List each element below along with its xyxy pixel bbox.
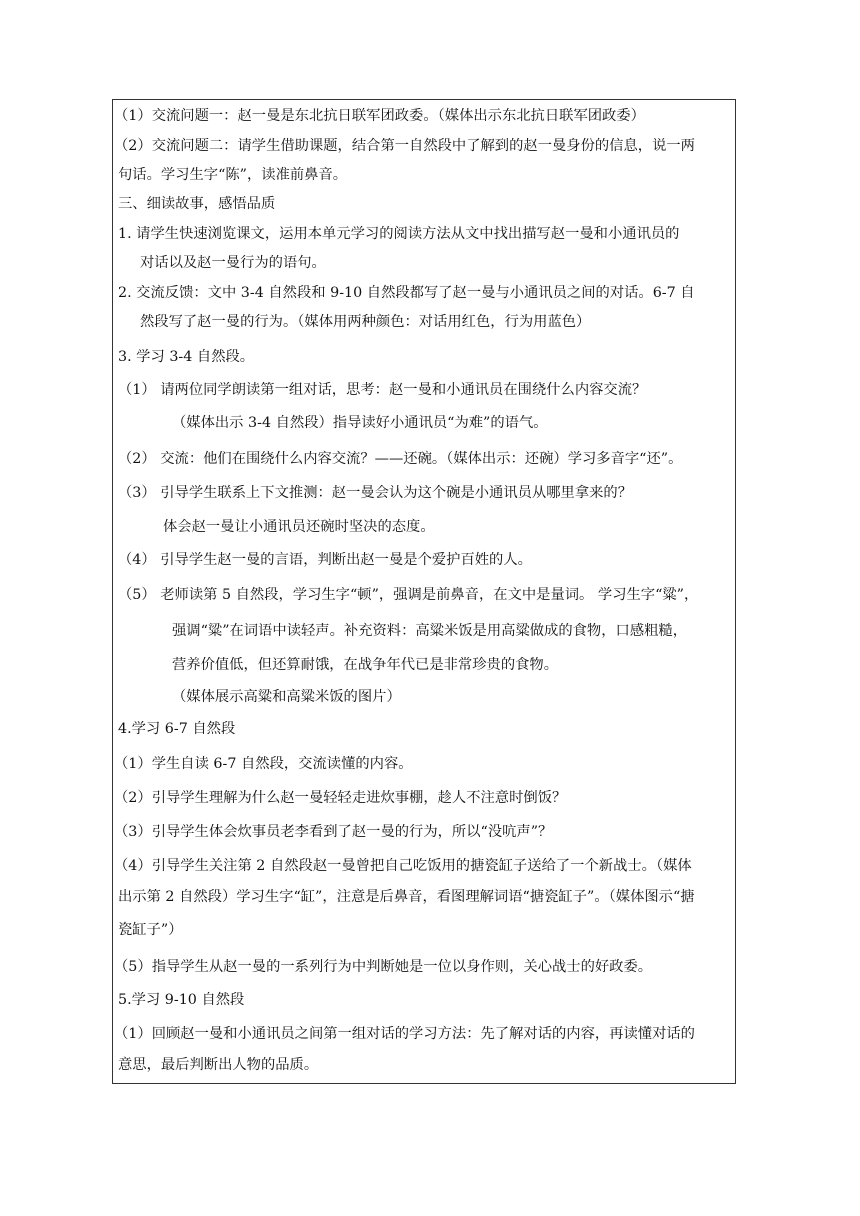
text-line: （媒体出示 3-4 自然段）指导读好小通讯员“为难”的语气。 [172,415,548,431]
text-line: （5）指导学生从赵一曼的一系列行为中判断她是一位以身作则，关心战士的好政委。 [114,959,653,975]
text-line: （1） 请两位同学朗读第一组对话，思考：赵一曼和小通讯员在围绕什么内容交流？ [118,382,647,398]
section-heading: 4.学习 6-7 自然段 [118,721,236,737]
text-line: （5） 老师读第 5 自然段，学习生字“顿”，强调是前鼻音，在文中是量词。 学习生字“粱”， [118,587,699,603]
text-line: （1）回顾赵一曼和小通讯员之间第一组对话的学习方法：先了解对话的内容，再读懂对话的 [114,1026,695,1042]
section-heading: 5.学习 9-10 自然段 [118,992,245,1008]
text-line: （3）引导学生体会炊事员老李看到了赵一曼的行为，所以“没吭声”？ [114,824,553,840]
text-line: 出示第 2 自然段）学习生字“缸”，注意是后鼻音，看图理解词语“搪瓷缸子”。（媒体图示“搪 [118,889,695,905]
text-line: 意思，最后判断出人物的品质。 [118,1057,319,1073]
text-line: 体会赵一曼让小通讯员还碗时坚决的态度。 [163,519,435,535]
text-line: 句话。学习生字“陈”，读准前鼻音。 [118,167,348,183]
text-line: （4）引导学生关注第 2 自然段赵一曼曾把自己吃饭用的搪瓷缸子送给了一个新战士。（媒体 [114,858,692,874]
text-line: （1）学生自读 6-7 自然段，交流读懂的内容。 [114,756,413,772]
text-line: 3. 学习 3-4 自然段。 [118,349,255,365]
text-line: 然段写了赵一曼的行为。（媒体用两种颜色：对话用红色，行为用蓝色） [140,314,591,330]
text-line: 1. 请学生快速浏览课文，运用本单元学习的阅读方法从文中找出描写赵一曼和小通讯员的 [118,226,680,242]
text-line: 强调“粱”在词语中读轻声。补充资料：高粱米饭是用高粱做成的食物，口感粗糙， [172,623,688,639]
text-line: 对话以及赵一曼行为的语句。 [140,255,326,271]
text-line: （4） 引导学生赵一曼的言语，判断出赵一曼是个爱护百姓的人。 [118,552,532,568]
section-heading: 三、细读故事，感悟品质 [118,196,276,212]
text-line: 2. 交流反馈：文中 3-4 自然段和 9-10 自然段都写了赵一曼与小通讯员之间的对话。6-7 自 [118,285,695,301]
text-line: 营养价值低，但还算耐饿，在战争年代已是非常珍贵的食物。 [172,657,559,673]
text-line: （2）交流问题二：请学生借助课题，结合第一自然段中了解到的赵一曼身份的信息，说一两 [114,138,695,154]
text-line: （2）引导学生理解为什么赵一曼轻轻走进炊事棚，趁人不注意时倒饭？ [114,790,567,806]
text-line: （媒体展示高粱和高粱米饭的图片） [172,689,401,705]
text-line: （1）交流问题一：赵一曼是东北抗日联军团政委。（媒体出示东北抗日联军团政委） [114,108,645,124]
text-line: （2） 交流：他们在围绕什么内容交流？——还碗。（媒体出示：还碗）学习多音字“还”。 [118,451,683,467]
text-line: （3） 引导学生联系上下文推测：赵一曼会认为这个碗是小通讯员从哪里拿来的？ [118,485,633,501]
text-line: 瓷缸子”） [118,922,183,938]
